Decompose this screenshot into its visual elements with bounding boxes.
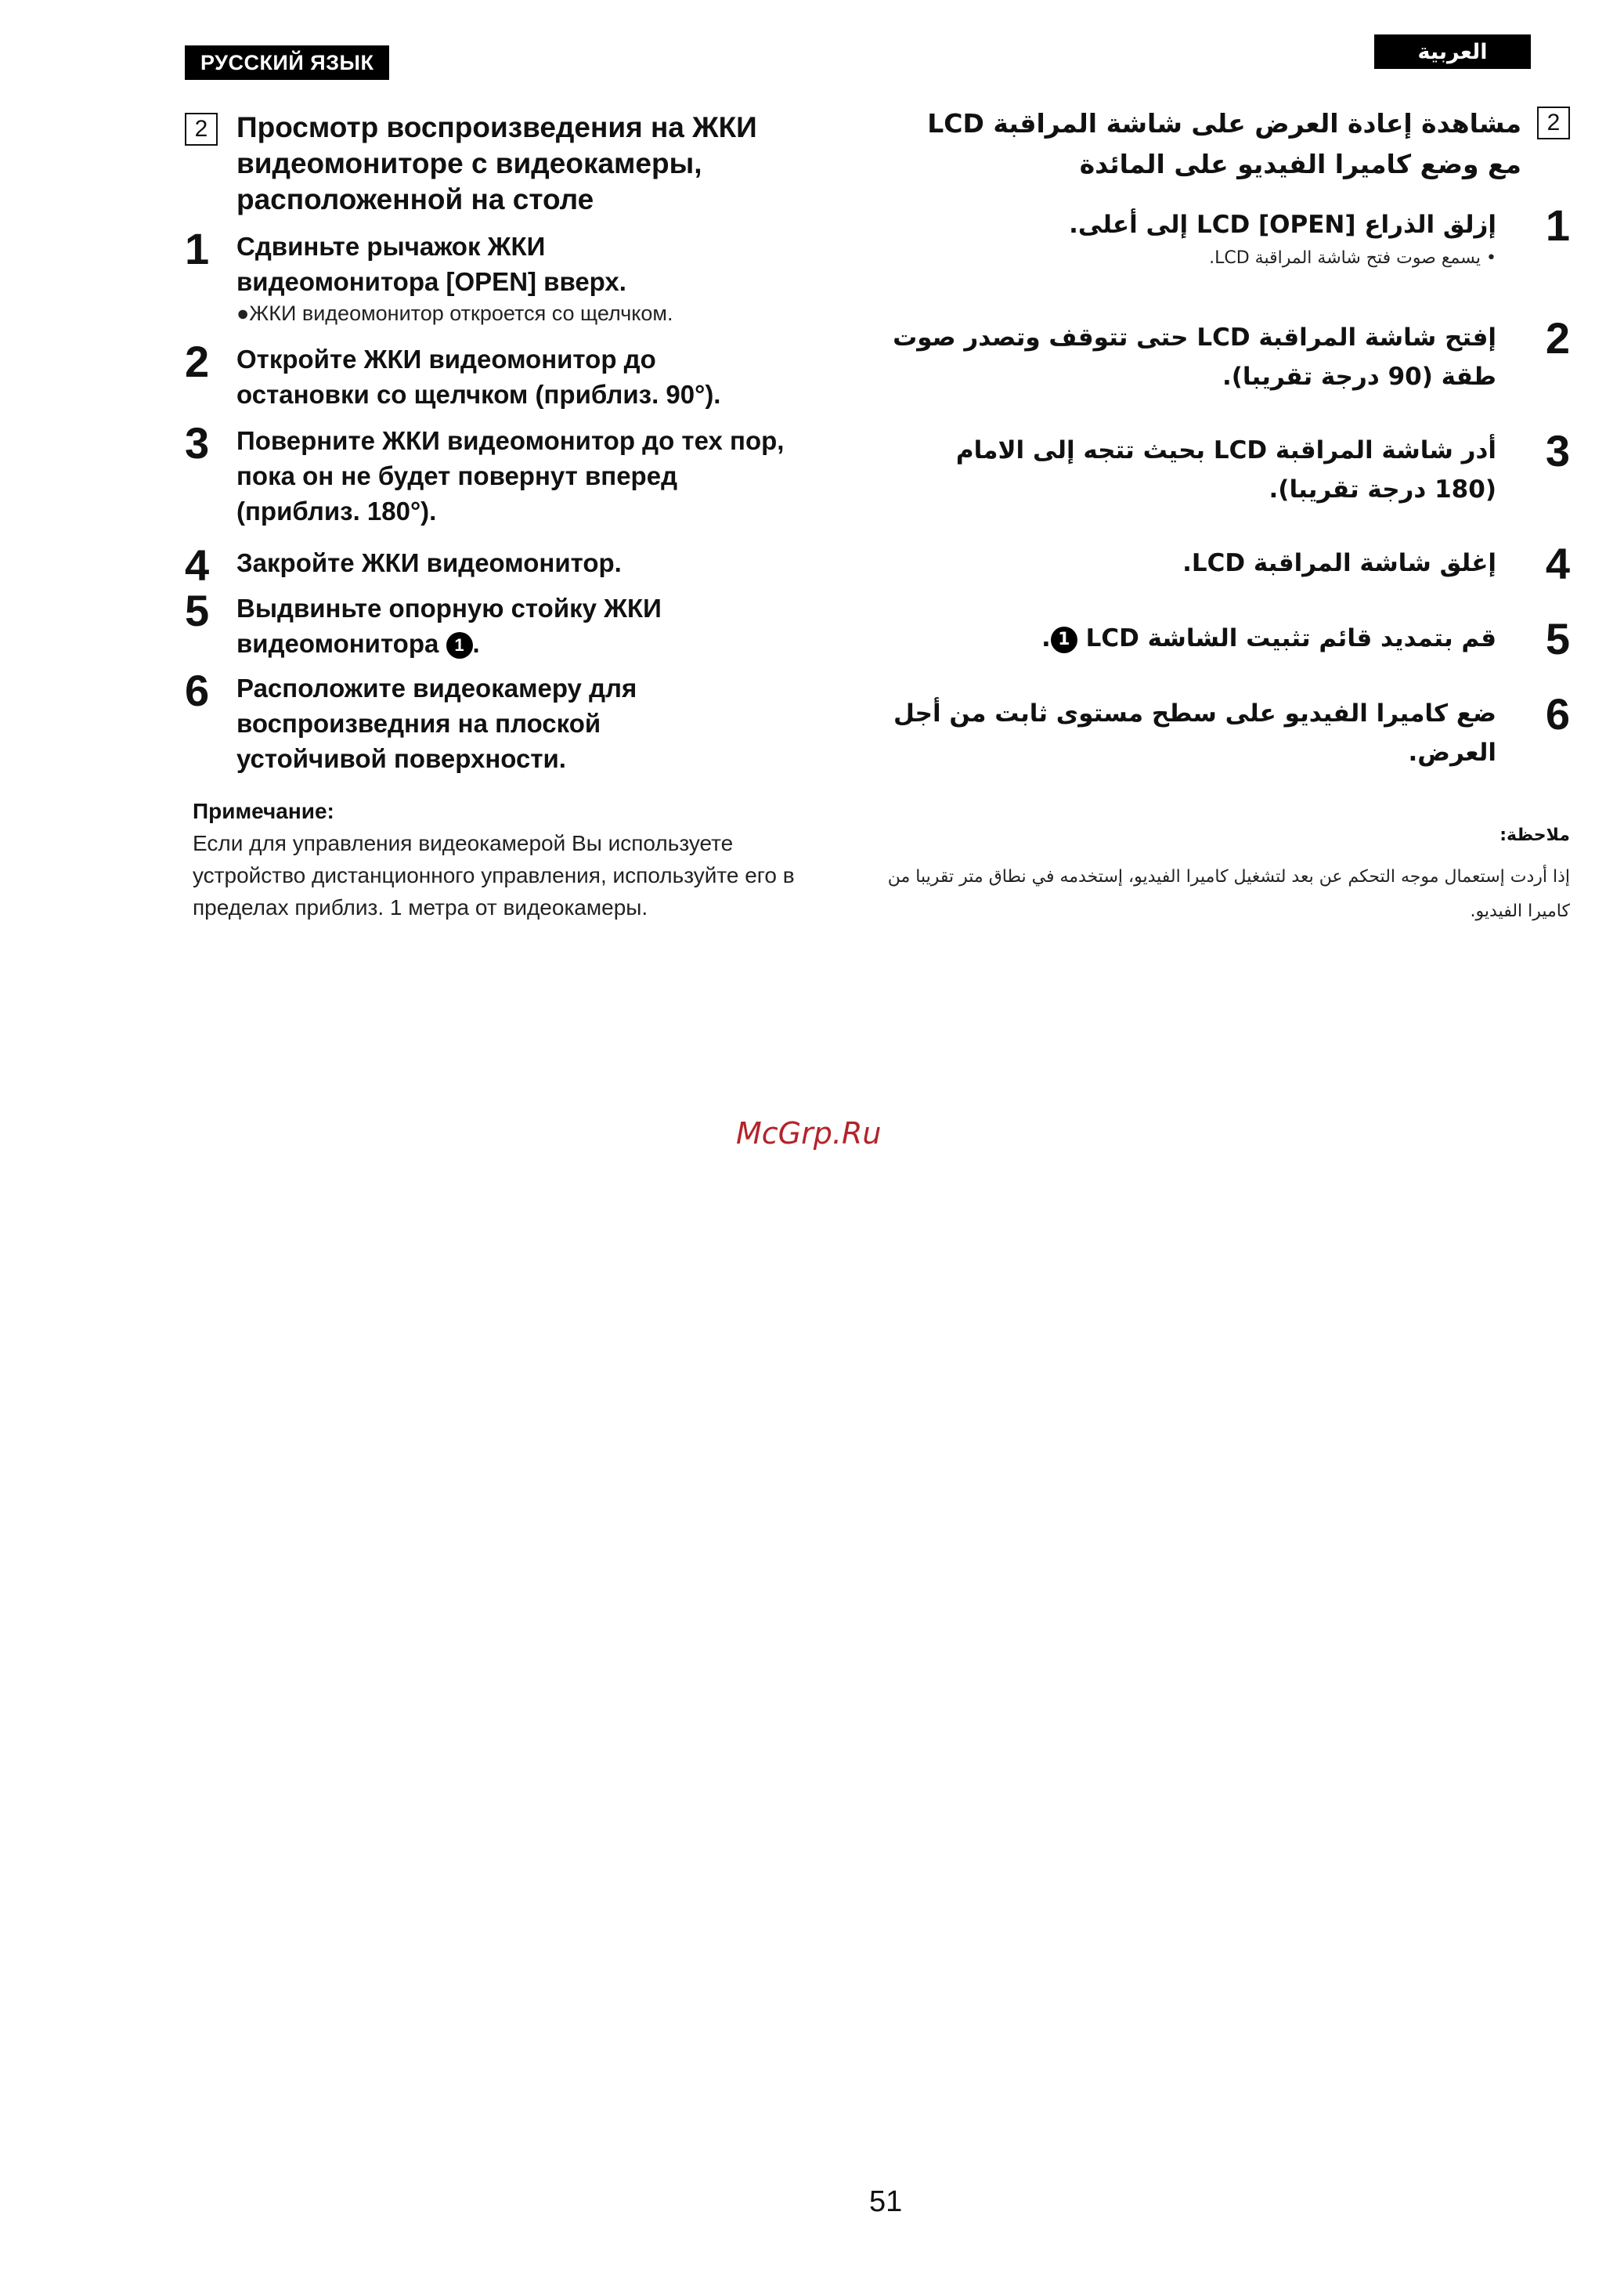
step-text: قم بتمديد قائم تثبيت الشاشة LCD	[1085, 624, 1496, 652]
note-text: Если для управления видеокамерой Вы используете устройство дистанционного управления, используйте его в пределах приблиз. 1 метра от видеокамеры.	[193, 831, 795, 920]
section-title: Просмотр воспроизведения на ЖКИ видеомониторе с видеокамеры, расположенной на столе	[236, 111, 757, 215]
step-note: • يسمع صوت فتح شاشة المراقبة LCD.	[1209, 248, 1496, 268]
note-text: إذا أردت إستعمال موجه التحكم عن بعد لتشغيل كاميرا الفيديو، إستخدمه في نطاق متر تقريبا من كاميرا الفيديو.	[887, 867, 1570, 921]
page-number: 51	[869, 2185, 903, 2218]
section-heading	[185, 110, 827, 218]
step-text: Расположите видеокамеру для воспроизведния на плоской устойчивой поверхности.	[236, 674, 637, 773]
step-number: 4	[185, 540, 210, 590]
step-number: 6	[185, 666, 210, 715]
step-3	[185, 418, 811, 529]
step-text-tail: .	[1041, 624, 1051, 652]
step-1	[873, 201, 1570, 273]
section-number-box: 2	[1537, 107, 1570, 139]
step-2	[185, 337, 811, 412]
section-title: مشاهدة إعادة العرض على شاشة المراقبة LCD مع وضع كاميرا الفيديو على المائدة	[927, 108, 1521, 179]
step-1	[185, 224, 811, 327]
step-text: إغلق شاشة المراقبة LCD.	[1182, 549, 1496, 577]
step-number: 1	[1545, 201, 1570, 250]
step-5	[185, 586, 811, 661]
step-5	[873, 614, 1570, 663]
step-number: 3	[1545, 426, 1570, 475]
step-text: Поверните ЖКИ видеомонитор до тех пор, пока он не будет повернут вперед (приблиз. 180°).	[236, 426, 785, 526]
step-6	[185, 666, 811, 776]
watermark: McGrp.Ru	[736, 1116, 882, 1151]
step-4	[185, 540, 811, 590]
step-number: 5	[1545, 614, 1570, 663]
step-text: Закройте ЖКИ видеомонитор.	[236, 548, 622, 577]
lang-tag-arabic: العربية	[1374, 34, 1531, 69]
step-number: 1	[185, 224, 210, 273]
step-number: 6	[1545, 689, 1570, 739]
section-number-box: 2	[185, 113, 218, 146]
step-number: 5	[185, 586, 210, 635]
step-note: ●ЖКИ видеомонитор откроется со щелчком.	[236, 302, 673, 325]
step-text: Сдвиньте рычажок ЖКИ видеомонитора [OPEN] вверх.	[236, 232, 626, 296]
step-text: Выдвиньте опорную стойку ЖКИ видеомонитора	[236, 594, 662, 658]
step-text-tail: .	[472, 629, 480, 658]
step-text-wrap	[236, 591, 738, 661]
step-text: أدر شاشة المراقبة LCD بحيث تتجه إلى الامام (180 درجة تقريبا).	[955, 436, 1496, 504]
lang-tag-russian: РУССКИЙ ЯЗЫК	[185, 45, 389, 80]
numbered-marker-icon: 1	[446, 632, 473, 659]
step-6	[873, 689, 1570, 772]
step-4	[873, 539, 1570, 588]
step-text: ضع كاميرا الفيديو على سطح مستوى ثابت من أجل العرض.	[893, 699, 1496, 767]
numbered-marker-icon: 1	[1051, 627, 1077, 653]
section-heading	[873, 103, 1570, 185]
step-number: 2	[1545, 313, 1570, 363]
step-text: إزلق الذراع [OPEN] LCD إلى أعلى.	[1069, 211, 1496, 239]
step-text: Откройте ЖКИ видеомонитор до остановки со щелчком (приблиз. 90°).	[236, 345, 721, 409]
step-text-wrap	[1041, 619, 1496, 658]
step-text: إفتح شاشة المراقبة LCD حتى تتوقف وتصدر صوت طقة (90 درجة تقريبا).	[893, 323, 1496, 391]
step-number: 4	[1545, 539, 1570, 588]
step-number: 3	[185, 418, 210, 468]
step-3	[873, 426, 1570, 509]
note-title: Примечание:	[193, 799, 334, 823]
note-title: ملاحظة:	[1499, 826, 1570, 845]
step-2	[873, 313, 1570, 396]
step-number: 2	[185, 337, 210, 386]
